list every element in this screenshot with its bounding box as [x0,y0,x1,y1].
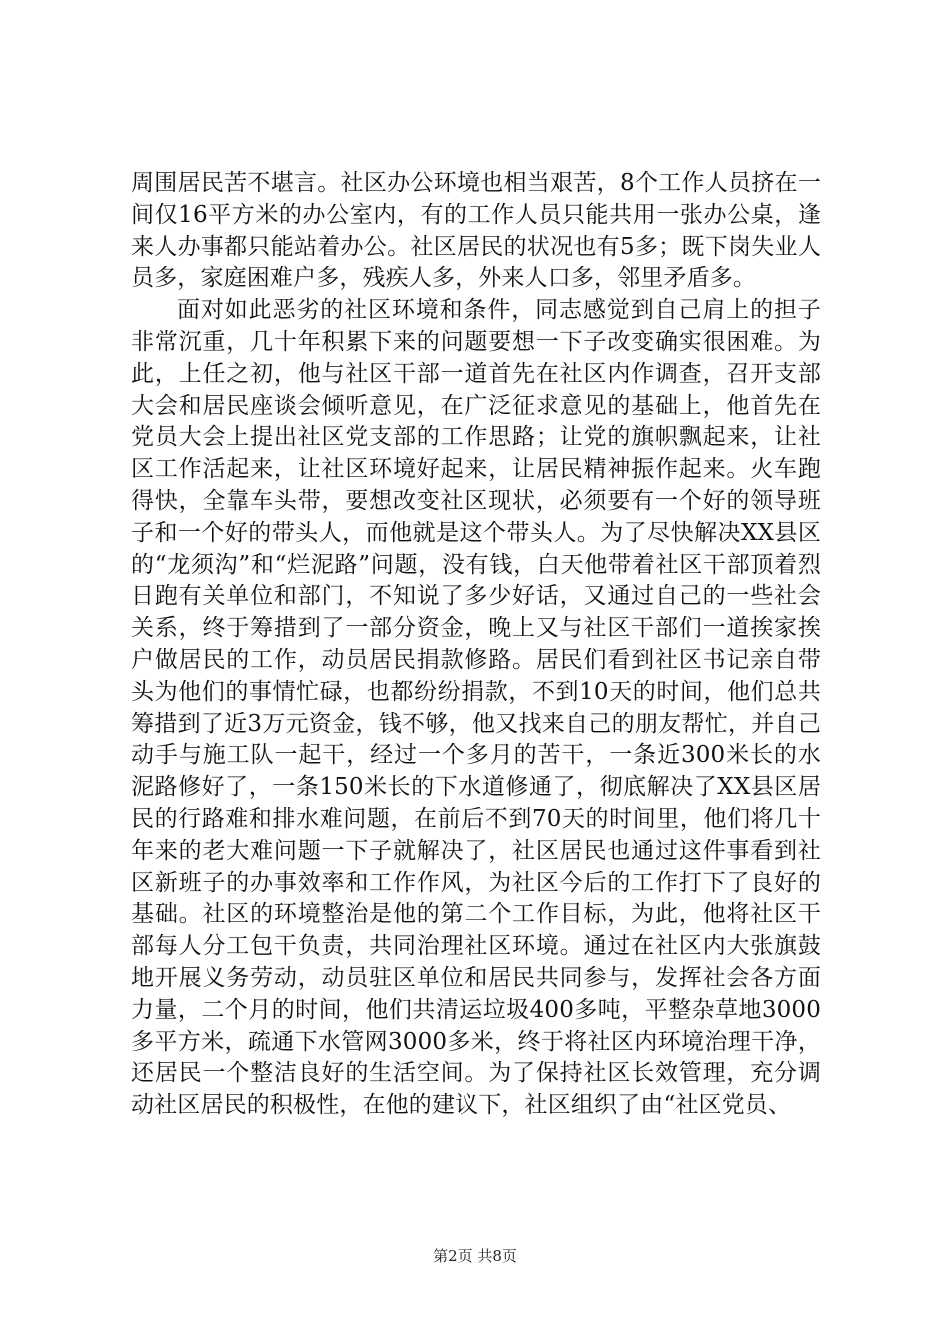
paragraph-continued: 周围居民苦不堪言。社区办公环境也相当艰苦，8个工作人员挤在一间仅16平方米的办公室内，有的工作人员只能共用一张办公桌，逢来人办事都只能站着办公。社区居民的状况也有5多；既下岗失业人员多，家庭困难户多，残疾人多，外来人口多，邻里矛盾多。 [131,170,821,292]
paragraph-main: 面对如此恶劣的社区环境和条件，同志感觉到自己肩上的担子非常沉重，几十年积累下来的问题要想一下子改变确实很困难。为此，上任之初，他与社区干部一道首先在社区内作调查，召开支部大会和居民座谈会倾听意见，在广泛征求意见的基础上，他首先在党员大会上提出社区党支部的工作思路；让党的旗帜飘起来，让社区工作活起来，让社区环境好起来，让居民精神振作起来。火车跑得快，全靠车头带，要想改变社区现状，必须要有一个好的领导班子和一个好的带头人，而他就是这个带头人。为了尽快解决XX县区的“龙须沟”和“烂泥路”问题，没有钱，白天他带着社区干部顶着烈日跑有关单位和部门，不知说了多少好话，又通过自己的一些社会关系，终于筹措到了一部分资金，晚上又与社区干部们一道挨家挨户做居民的工作，动员居民捐款修路。居民们看到社区书记亲自带头为他们的事情忙碌，也都纷纷捐款，不到10天的时间，他们总共筹措到了近3万元资金，钱不够，他又找来自己的朋友帮忙，并自己动手与施工队一起干，经过一个多月的苦干，一条近300米长的水泥路修好了，一条150米长的下水道修通了，彻底解决了XX县区居民的行路难和排水难问题，在前后不到70天的时间里，他们将几十年来的老大难问题一下子就解决了，社区居民也通过这件事看到社区新班子的办事效率和工作作风，为社区今后的工作打下了良好的基础。社区的环境整治是他的第二个工作目标，为此，他将社区干部每人分工包干负责，共同治理社区环境。通过在社区内大张旗鼓地开展义务劳动，动员驻区单位和居民共同参与，发挥社会各方面力量，二个月的时间，他们共清运垃圾400多吨，平整杂草地3000多平方米，疏通下水管网3000多米，终于将社区内环境治理干净，还居民一个整洁良好的生活空间。为了保持社区长效管理，充分调动社区居民的积极性，在他的建议下，社区组织了由“社区党员、 [131,297,821,1119]
document-body [131,168,821,1122]
page-footer: 第2页 共8页 [433,1247,517,1265]
